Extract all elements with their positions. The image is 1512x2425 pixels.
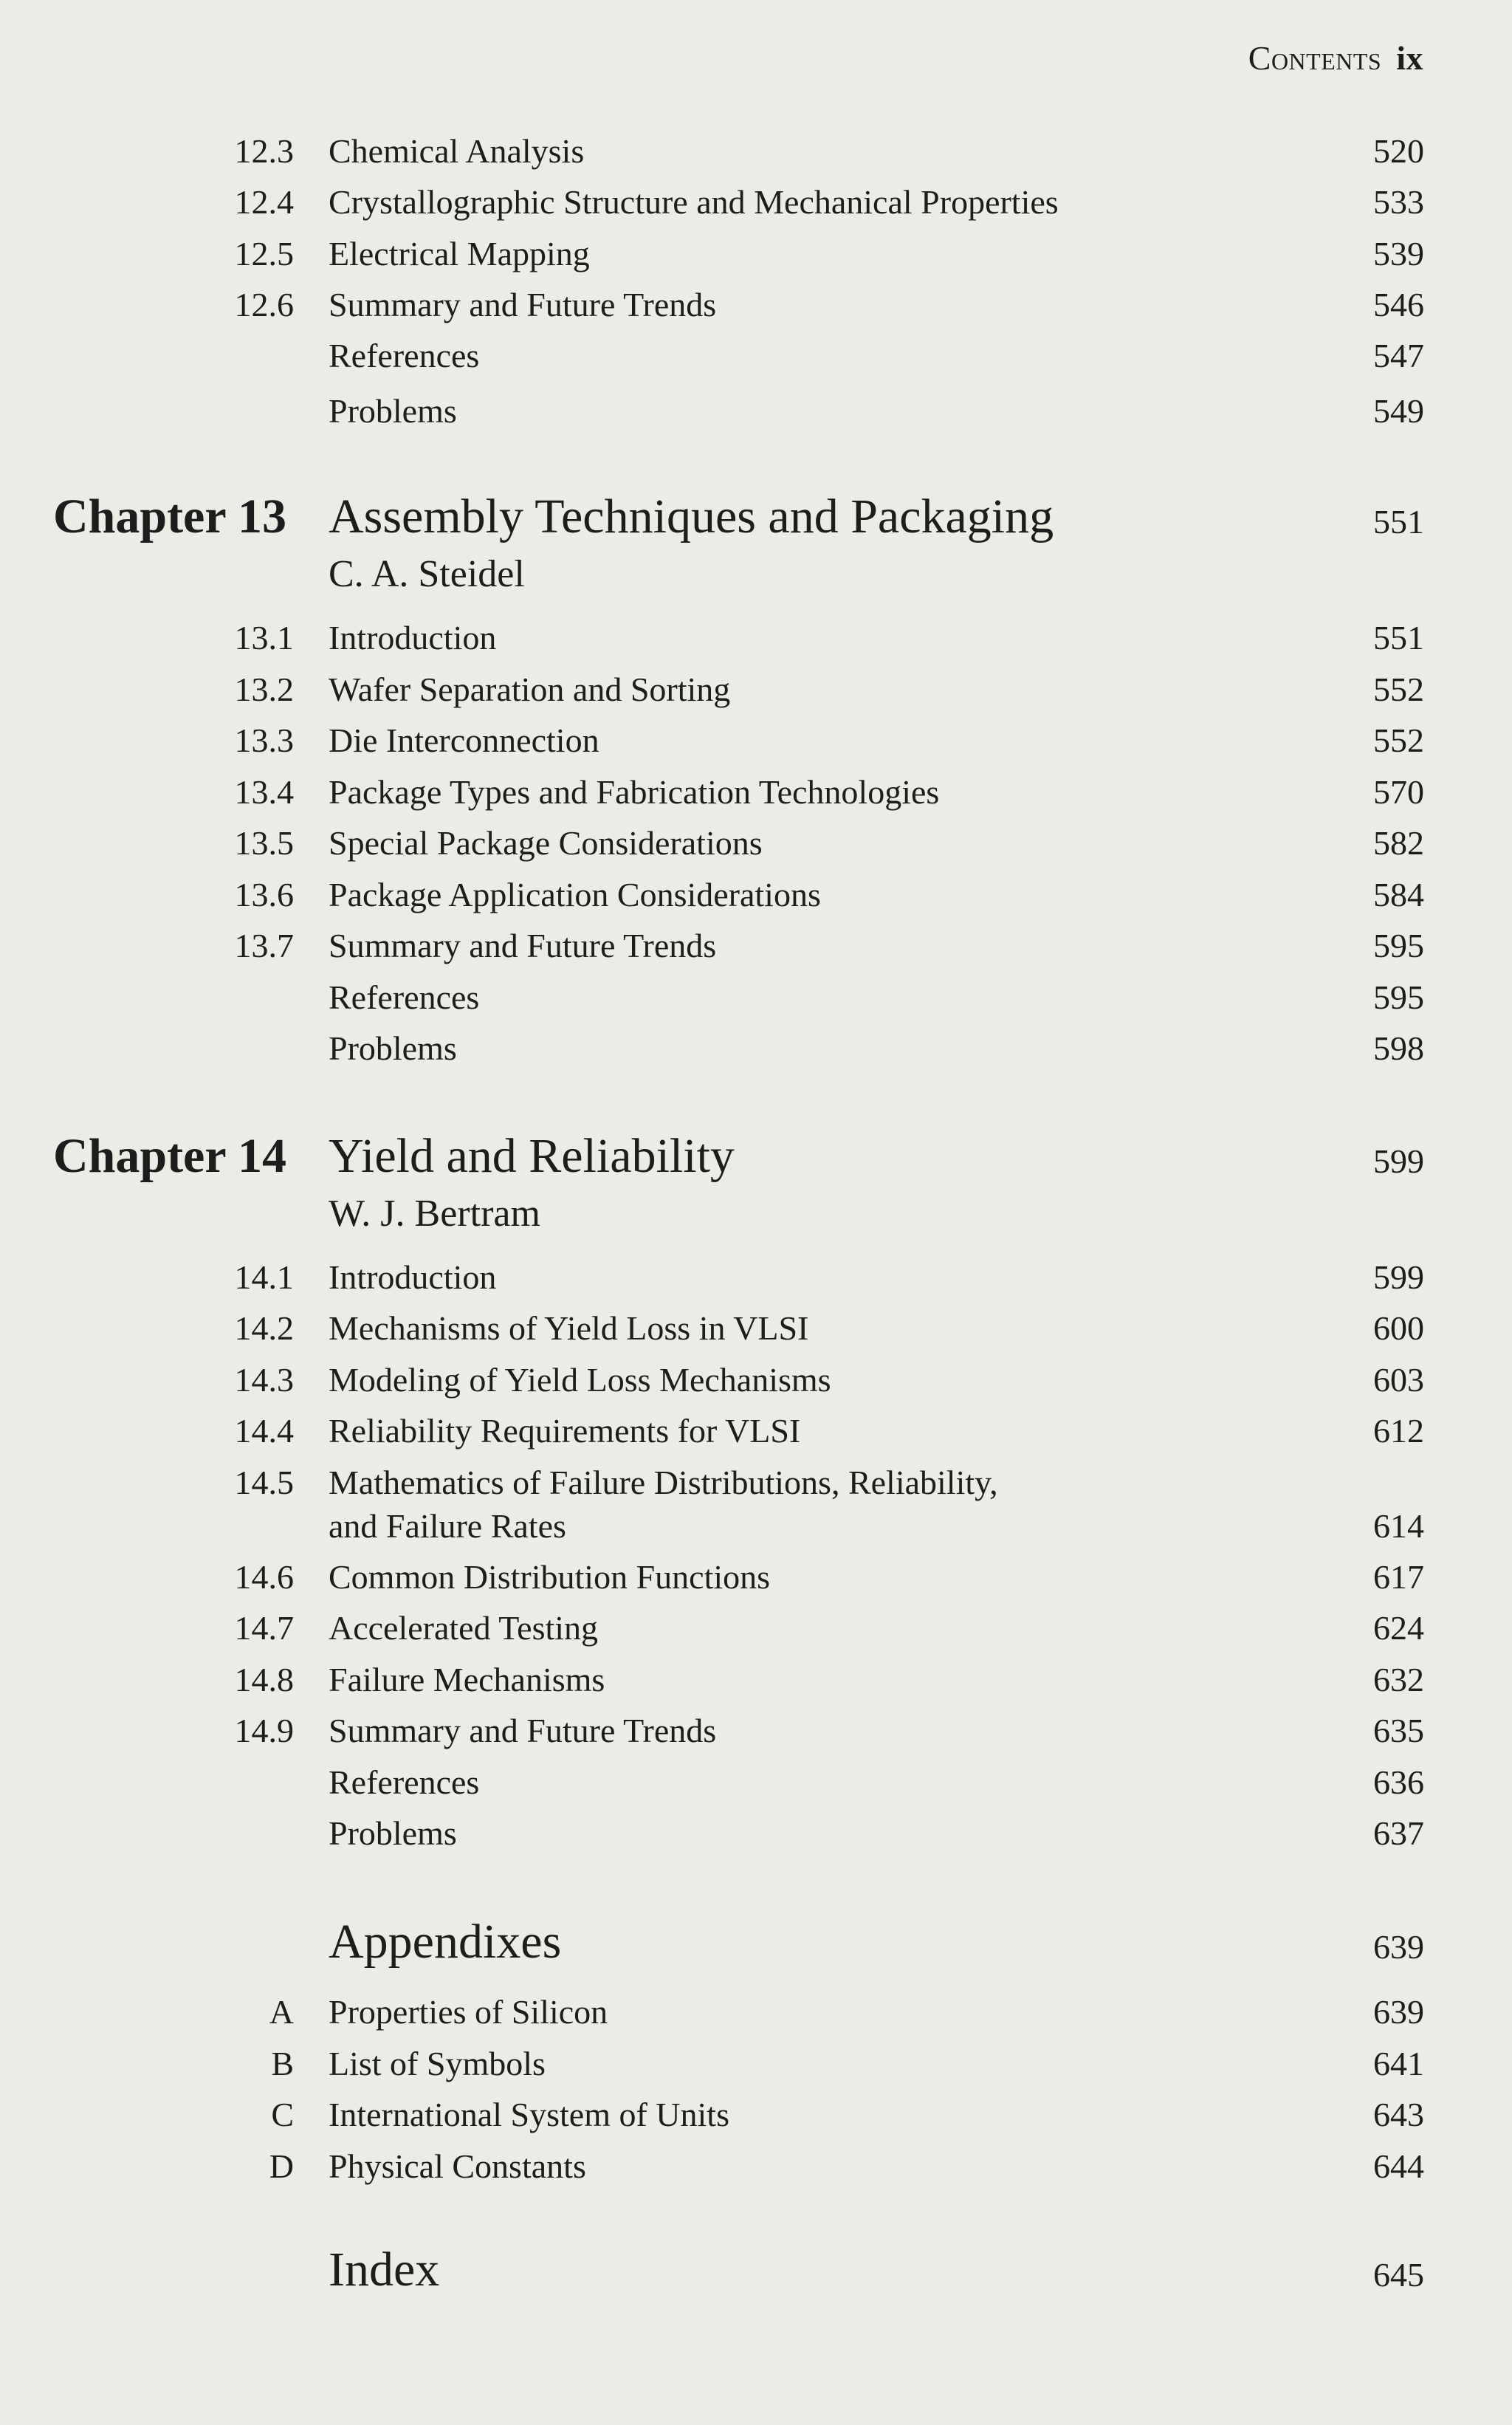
entry-page: 595 (1373, 978, 1424, 1016)
entry-title: References (329, 978, 480, 1016)
entry-title: Failure Mechanisms (329, 1661, 605, 1698)
entry-number: 12.4 (234, 183, 294, 221)
entry-title: Physical Constants (329, 2147, 586, 2185)
entry-page: 600 (1373, 1309, 1424, 1347)
entry-page: 612 (1373, 1412, 1424, 1450)
entry-title: Common Distribution Functions (329, 1558, 771, 1596)
entry-number: 14.5 (234, 1464, 294, 1501)
entry-page: 549 (1373, 392, 1424, 430)
entry-page: 644 (1373, 2147, 1424, 2185)
entry-number: 12.3 (234, 132, 294, 170)
appendix-letter: B (271, 2045, 294, 2082)
entry-title: List of Symbols (329, 2045, 546, 2082)
chapter-author: C. A. Steidel (329, 553, 525, 595)
entry-page: 533 (1373, 183, 1424, 221)
entry-page: 570 (1373, 773, 1424, 811)
chapter-page: 551 (1373, 503, 1424, 541)
entry-title: Accelerated Testing (329, 1609, 599, 1647)
entry-title-continuation: and Failure Rates (329, 1507, 566, 1545)
entry-title: Electrical Mapping (329, 235, 590, 272)
entry-number: 13.1 (234, 619, 294, 656)
chapter-label: Chapter 14 (53, 1129, 286, 1183)
entry-title: International System of Units (329, 2096, 729, 2133)
entry-title: Introduction (329, 1258, 497, 1296)
appendixes-page: 639 (1373, 1928, 1424, 1966)
running-header (1248, 38, 1423, 78)
appendix-letter: D (269, 2147, 294, 2185)
index-title: Index (329, 2243, 440, 2297)
entry-title: Package Application Considerations (329, 876, 821, 913)
entry-title: Mechanisms of Yield Loss in VLSI (329, 1309, 809, 1347)
entry-page: 552 (1373, 670, 1424, 708)
entry-page: 598 (1373, 1029, 1424, 1067)
entry-title: Reliability Requirements for VLSI (329, 1412, 801, 1450)
entry-number: 13.3 (234, 721, 294, 759)
entry-number: 13.2 (234, 670, 294, 708)
chapter-page: 599 (1373, 1142, 1424, 1180)
entry-title: Modeling of Yield Loss Mechanisms (329, 1361, 831, 1399)
appendix-letter: C (271, 2096, 294, 2133)
entry-title: Problems (329, 1029, 457, 1067)
entry-title: Package Types and Fabrication Technologies (329, 773, 940, 811)
entry-number: 14.1 (234, 1258, 294, 1296)
entry-title: Chemical Analysis (329, 132, 585, 170)
entry-page: 584 (1373, 876, 1424, 913)
entry-page: 539 (1373, 235, 1424, 272)
entry-title: Die Interconnection (329, 721, 599, 759)
entry-number: 14.2 (234, 1309, 294, 1347)
entry-page: 624 (1373, 1609, 1424, 1647)
entry-number: 13.5 (234, 824, 294, 862)
entry-title: Mathematics of Failure Distributions, Reliability, (329, 1464, 998, 1501)
entry-page: 551 (1373, 619, 1424, 656)
entry-page: 639 (1373, 1993, 1424, 2031)
entry-page: 636 (1373, 1763, 1424, 1801)
entry-page: 641 (1373, 2045, 1424, 2082)
entry-title: Introduction (329, 619, 497, 656)
chapter-author: W. J. Bertram (329, 1193, 540, 1235)
header-contents-label: Contents (1248, 39, 1382, 77)
chapter-title: Assembly Techniques and Packaging (329, 490, 1054, 543)
entry-number: 14.7 (234, 1609, 294, 1647)
chapter-title: Yield and Reliability (329, 1129, 735, 1183)
entry-page: 635 (1373, 1712, 1424, 1749)
entry-number: 13.4 (234, 773, 294, 811)
entry-number: 14.9 (234, 1712, 294, 1749)
entry-title: References (329, 1763, 480, 1801)
entry-page: 552 (1373, 721, 1424, 759)
header-page-number: ix (1396, 39, 1423, 77)
entry-title: References (329, 337, 480, 374)
entry-title: Summary and Future Trends (329, 927, 717, 964)
entry-page: 595 (1373, 927, 1424, 964)
index-page: 645 (1373, 2256, 1424, 2294)
entry-page: 520 (1373, 132, 1424, 170)
entry-title: Special Package Considerations (329, 824, 763, 862)
entry-number: 12.6 (234, 286, 294, 323)
entry-number: 14.8 (234, 1661, 294, 1698)
entry-page: 547 (1373, 337, 1424, 374)
entry-title: Summary and Future Trends (329, 286, 717, 323)
appendix-letter: A (269, 1993, 294, 2031)
entry-number: 13.6 (234, 876, 294, 913)
entry-page: 599 (1373, 1258, 1424, 1296)
entry-number: 12.5 (234, 235, 294, 272)
entry-page: 632 (1373, 1661, 1424, 1698)
entry-title: Problems (329, 392, 457, 430)
entry-title: Properties of Silicon (329, 1993, 608, 2031)
entry-page: 643 (1373, 2096, 1424, 2133)
entry-title: Problems (329, 1814, 457, 1852)
entry-number: 14.6 (234, 1558, 294, 1596)
entry-title: Wafer Separation and Sorting (329, 670, 731, 708)
entry-page: 603 (1373, 1361, 1424, 1399)
entry-number: 13.7 (234, 927, 294, 964)
entry-page: 637 (1373, 1814, 1424, 1852)
entry-number: 14.4 (234, 1412, 294, 1450)
entry-title: Crystallographic Structure and Mechanical Properties (329, 183, 1059, 221)
chapter-label: Chapter 13 (53, 490, 286, 543)
entry-page: 614 (1373, 1507, 1424, 1545)
entry-page: 546 (1373, 286, 1424, 323)
entry-number: 14.3 (234, 1361, 294, 1399)
entry-page: 617 (1373, 1558, 1424, 1596)
entry-title: Summary and Future Trends (329, 1712, 717, 1749)
entry-page: 582 (1373, 824, 1424, 862)
appendixes-title: Appendixes (329, 1915, 562, 1969)
